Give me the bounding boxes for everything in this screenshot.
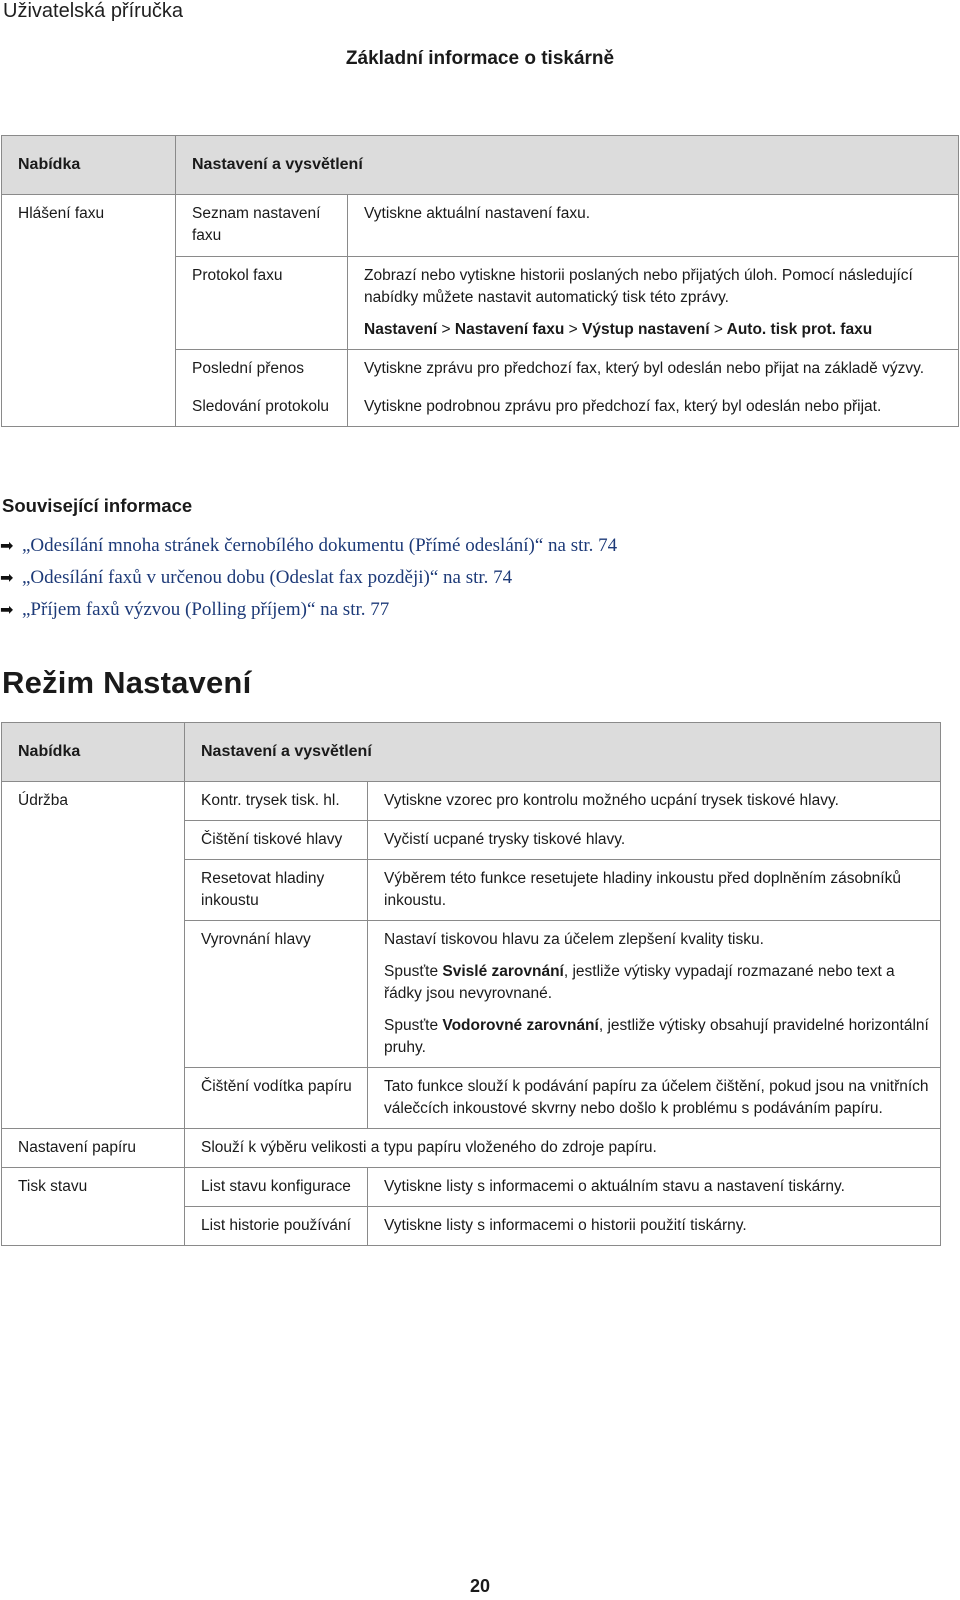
- item-name: Kontr. trysek tisk. hl.: [185, 782, 368, 821]
- path-step: Nastavení: [364, 321, 438, 338]
- fax-report-table: [1, 135, 959, 427]
- vertical-alignment-note: [384, 957, 930, 1011]
- related-links: [0, 530, 617, 626]
- path-step: Nastavení faxu: [454, 321, 565, 338]
- arrow-right-icon: ➡: [0, 570, 14, 587]
- note-text: , jestliže výtisky vypadají rozmazané nebo text a řádky jsou nevyrovnané.: [384, 963, 895, 1002]
- item-desc: Vytiskne zprávu pro předchozí fax, který byl odeslán nebo přijat na základě výzvy.: [348, 350, 959, 389]
- running-head: Uživatelská příručka: [3, 0, 184, 22]
- item-desc: Slouží k výběru velikosti a typu papíru vloženého do zdroje papíru.: [185, 1129, 941, 1168]
- related-link[interactable]: „Příjem faxů výzvou (Polling příjem)“ na str. 77: [22, 599, 390, 620]
- section-title: Základní informace o tiskárně: [345, 48, 615, 69]
- item-desc: Vytiskne aktuální nastavení faxu.: [348, 195, 959, 257]
- table-row: [2, 1168, 941, 1207]
- item-name: Sledování protokolu: [176, 388, 348, 427]
- list-item: [0, 562, 617, 594]
- arrow-right-icon: ➡: [0, 538, 14, 555]
- related-link[interactable]: „Odesílání faxů v určenou dobu (Odeslat fax později)“ na str. 74: [22, 567, 513, 588]
- item-desc: Zobrazí nebo vytiskne historii poslaných nebo přijatých úloh. Pomocí následující nabídky můžete nastavit automatický tisk této zprávy.: [364, 267, 913, 306]
- note-keyword: Svislé zarovnání: [442, 963, 564, 980]
- item-name: List historie používání: [185, 1207, 368, 1246]
- item-name: Čištění tiskové hlavy: [185, 821, 368, 860]
- item-desc: Vyčistí ucpané trysky tiskové hlavy.: [368, 821, 941, 860]
- menu-cell: Tisk stavu: [2, 1168, 185, 1246]
- menu-cell: Hlášení faxu: [2, 195, 176, 427]
- item-desc: Vytiskne listy s informacemi o historii použití tiskárny.: [368, 1207, 941, 1246]
- menu-path: [364, 315, 948, 341]
- main-title: Režim Nastavení: [2, 665, 252, 700]
- arrow-right-icon: ➡: [0, 602, 14, 619]
- item-desc-cell: [368, 921, 941, 1068]
- path-step: Výstup nastavení: [582, 321, 710, 338]
- horizontal-alignment-note: [384, 1011, 930, 1059]
- related-info-title: Související informace: [2, 495, 193, 516]
- table-row: [2, 195, 959, 257]
- header-menu: Nabídka: [2, 136, 176, 195]
- item-name: Čištění vodítka papíru: [185, 1068, 368, 1129]
- item-name: Resetovat hladiny inkoustu: [185, 860, 368, 921]
- item-name: Vyrovnání hlavy: [185, 921, 368, 1068]
- item-desc: Výběrem této funkce resetujete hladiny inkoustu před doplněním zásobníků inkoustu.: [368, 860, 941, 921]
- header-settings: Nastavení a vysvětlení: [185, 723, 941, 782]
- item-desc: Vytiskne listy s informacemi o aktuálním stavu a nastavení tiskárny.: [368, 1168, 941, 1207]
- table-row: [2, 782, 941, 821]
- setup-mode-table: [1, 722, 941, 1246]
- item-desc: Tato funkce slouží k podávání papíru za účelem čištění, pokud jsou na vnitřních válečcích inkoustové skvrny nebo došlo k problému s podáváním papíru.: [368, 1068, 941, 1129]
- path-separator: >: [441, 321, 451, 338]
- header-menu: Nabídka: [2, 723, 185, 782]
- path-step: Auto. tisk prot. faxu: [726, 321, 873, 338]
- item-desc-cell: [348, 257, 959, 350]
- item-name: Protokol faxu: [176, 257, 348, 350]
- item-name: List stavu konfigurace: [185, 1168, 368, 1207]
- list-item: [0, 594, 617, 626]
- path-separator: >: [568, 321, 578, 338]
- table-header-row: [2, 723, 941, 782]
- table-row: [2, 1129, 941, 1168]
- menu-cell: Nastavení papíru: [2, 1129, 185, 1168]
- note-prefix: Spusťte: [384, 1017, 443, 1034]
- related-link[interactable]: „Odesílání mnoha stránek černobílého dokumentu (Přímé odeslání)“ na str. 74: [22, 535, 618, 556]
- item-desc: Vytiskne vzorec pro kontrolu možného ucpání trysek tiskové hlavy.: [368, 782, 941, 821]
- list-item: [0, 530, 617, 562]
- header-settings: Nastavení a vysvětlení: [176, 136, 959, 195]
- menu-cell: Údržba: [2, 782, 185, 1129]
- path-separator: >: [713, 321, 723, 338]
- item-name: Seznam nastavení faxu: [176, 195, 348, 257]
- note-text: , jestliže výtisky obsahují pravidelné horizontální pruhy.: [384, 1017, 929, 1056]
- note-keyword: Vodorovné zarovnání: [442, 1017, 599, 1034]
- page-number: 20: [469, 1576, 491, 1596]
- item-desc: Nastaví tiskovou hlavu za účelem zlepšení kvality tisku.: [384, 931, 764, 948]
- item-name: Poslední přenos: [176, 350, 348, 389]
- item-desc: Vytiskne podrobnou zprávu pro předchozí fax, který byl odeslán nebo přijat.: [348, 388, 959, 427]
- table-header-row: [2, 136, 959, 195]
- note-prefix: Spusťte: [384, 963, 443, 980]
